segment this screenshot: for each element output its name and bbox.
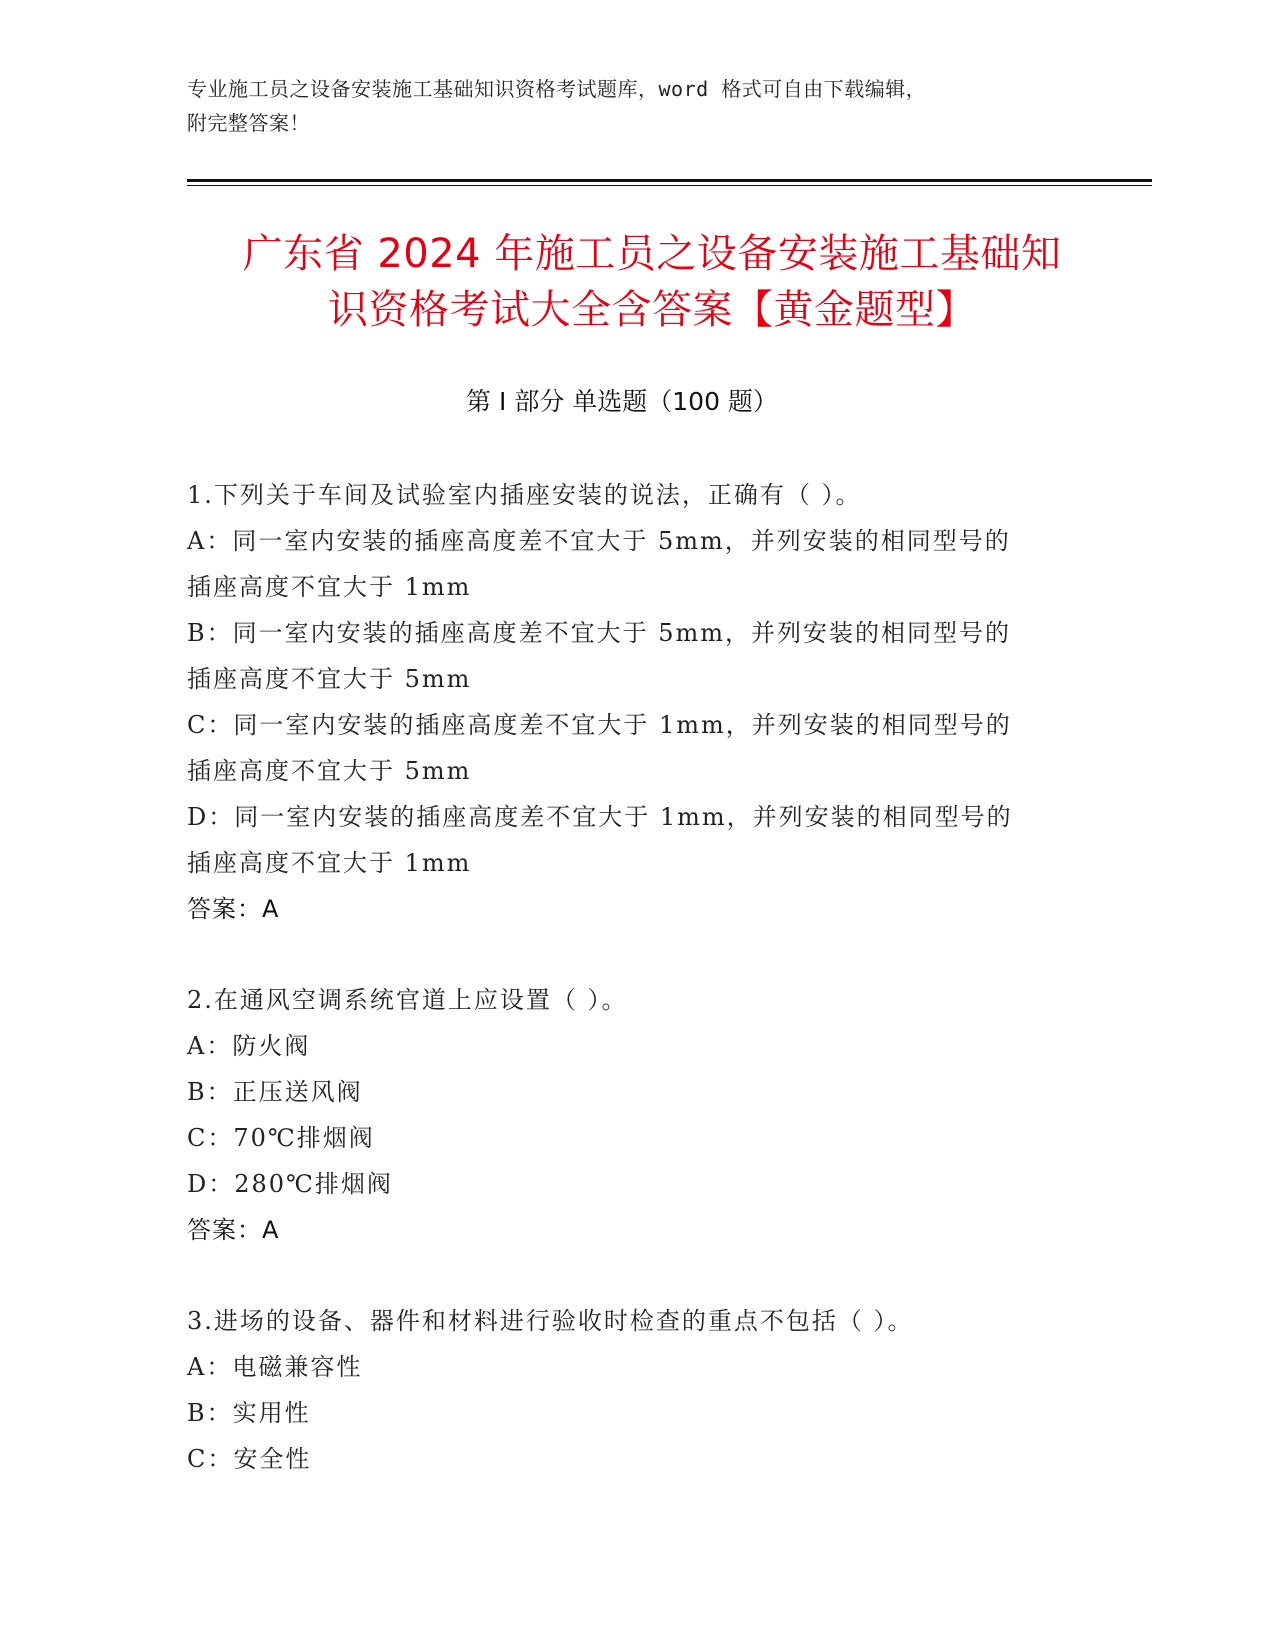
option-c (187, 1436, 1067, 1482)
question-2 (187, 977, 1067, 1253)
question-3 (187, 1298, 1067, 1482)
option-text: 同一室内安装的插座高度差不宜大于 5mm，并列安装的相同型号的 (232, 619, 1012, 647)
option-b (187, 610, 1067, 656)
question-stem: 1.下列关于车间及试验室内插座安装的说法，正确有（ ）。 (187, 481, 862, 509)
option-text: 实用性 (232, 1399, 311, 1427)
option-key: A： (187, 1353, 233, 1381)
option-text: 280℃排烟阀 (234, 1170, 393, 1198)
option-d (187, 1161, 1067, 1207)
option-b-continued: 插座高度不宜大于 5mm (187, 665, 472, 693)
option-key: B： (187, 1078, 233, 1106)
option-key: A： (187, 527, 233, 555)
header-note-line1: 专业施工员之设备安装施工基础知识资格考试题库，word 格式可自由下载编辑， (187, 77, 927, 101)
option-a (187, 1023, 1067, 1069)
option-key: D： (187, 803, 235, 831)
option-key: A： (187, 1032, 233, 1060)
option-d (187, 794, 1067, 840)
answer-line: 答案：A (187, 1216, 280, 1244)
option-c (187, 702, 1067, 748)
question-1 (187, 472, 1067, 932)
header-note-line2: 附完整答案！ (187, 111, 310, 135)
document-title-line1: 广东省 2024 年施工员之设备安装施工基础知 (242, 231, 1062, 277)
document-title (187, 226, 1117, 338)
option-key: D： (187, 1170, 235, 1198)
header-divider-thick (187, 179, 1152, 182)
answer-line: 答案：A (187, 895, 280, 923)
option-text: 正压送风阀 (232, 1078, 363, 1106)
header-note (187, 72, 1067, 140)
option-text: 安全性 (233, 1445, 312, 1473)
question-stem: 3.进场的设备、器件和材料进行验收时检查的重点不包括（ ）。 (187, 1307, 914, 1335)
option-key: B： (187, 1399, 233, 1427)
option-text: 70℃排烟阀 (233, 1124, 375, 1152)
section-heading: 第 I 部分 单选题（100 题） (466, 387, 778, 416)
header-divider-thin (187, 185, 1152, 186)
question-list (187, 472, 1067, 1527)
document-title-line2: 识资格考试大全含答案【黄金题型】 (328, 287, 976, 333)
option-text: 同一室内安装的插座高度差不宜大于 1mm，并列安装的相同型号的 (234, 803, 1013, 831)
option-a (187, 518, 1067, 564)
option-b (187, 1390, 1067, 1436)
option-c (187, 1115, 1067, 1161)
option-text: 同一室内安装的插座高度差不宜大于 1mm，并列安装的相同型号的 (233, 711, 1012, 739)
option-text: 防火阀 (232, 1032, 311, 1060)
option-text: 电磁兼容性 (232, 1353, 363, 1381)
option-a (187, 1344, 1067, 1390)
option-b (187, 1069, 1067, 1115)
option-c-continued: 插座高度不宜大于 5mm (187, 757, 472, 785)
option-a-continued: 插座高度不宜大于 1mm (187, 573, 472, 601)
option-key: C： (187, 1445, 234, 1473)
question-stem: 2.在通风空调系统官道上应设置（ ）。 (187, 986, 628, 1014)
option-key: C： (187, 1124, 234, 1152)
option-key: B： (187, 619, 233, 647)
option-text: 同一室内安装的插座高度差不宜大于 5mm，并列安装的相同型号的 (232, 527, 1011, 555)
option-d-continued: 插座高度不宜大于 1mm (187, 849, 472, 877)
option-key: C： (187, 711, 234, 739)
